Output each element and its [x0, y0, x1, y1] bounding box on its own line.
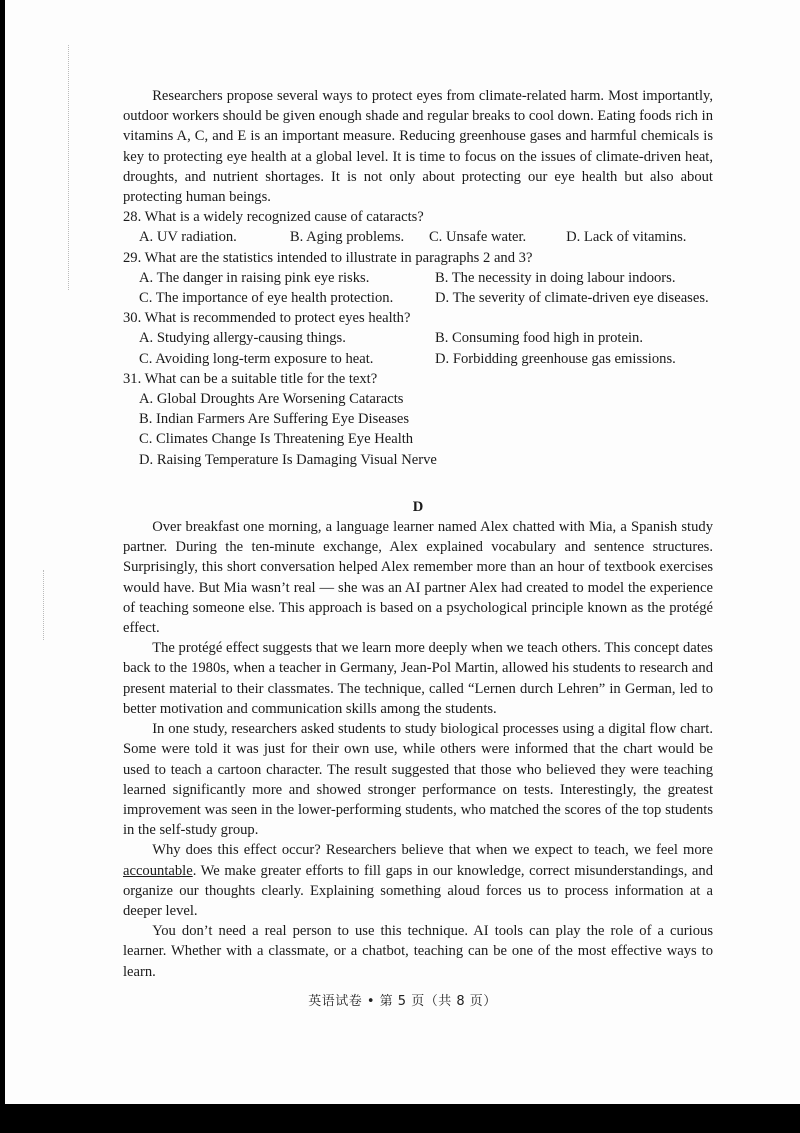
- section-d-heading: D: [412, 498, 424, 515]
- options: [123, 227, 713, 247]
- paragraph-text-before: Why does this effect occur? Researchers believe that when we expect to teach, we feel more: [152, 842, 713, 859]
- options-row-2: [123, 349, 713, 369]
- question-stem: 28. What is a widely recognized cause of cataracts?: [123, 209, 424, 226]
- option-b[interactable]: B. Aging problems.: [289, 229, 405, 246]
- binding-margin-line-top: [68, 45, 69, 290]
- question-28: [123, 207, 713, 247]
- option-a[interactable]: A. Global Droughts Are Worsening Cataracts: [139, 391, 404, 408]
- options-row-1: [123, 328, 713, 348]
- exam-page: [5, 0, 800, 1104]
- option-a[interactable]: A. UV radiation.: [139, 229, 237, 246]
- options-row-2: [123, 288, 713, 308]
- underlined-word: accountable: [123, 862, 193, 879]
- option-d[interactable]: D. Forbidding greenhouse gas emissions.: [435, 350, 676, 367]
- question-stem: 29. What are the statistics intended to illustrate in paragraphs 2 and 3?: [123, 249, 533, 266]
- passage-d-paragraph-5: You don’t need a real person to use this technique. AI tools can play the role of a curious learner. Whether with a classmate, or a chatbot, teaching can be one of the most effective ways to learn.: [123, 923, 713, 980]
- option-b[interactable]: B. Indian Farmers Are Suffering Eye Diseases: [139, 411, 410, 428]
- option-c[interactable]: C. The importance of eye health protection.: [139, 290, 394, 307]
- passage-d-paragraph-1: Over breakfast one morning, a language learner named Alex chatted with Mia, a Spanish study partner. During the ten-minute exchange, Alex explained vocabulary and sentence structures. Surprisingly, this short conversation helped Alex remember more than an hour of textbook exercises would have. But Mia wasn’t real — she was an AI partner Alex had created to model the experience of teaching someone else. This approach is based on a psychological principle known as the protégé effect.: [123, 519, 713, 637]
- passage-d-paragraph-2: The protégé effect suggests that we learn more deeply when we teach others. This concept dates back to the 1980s, when a teacher in Germany, Jean-Pol Martin, allowed his students to research and present material to their classmates. The technique, called “Lernen durch Lehren” in German, led to better motivation and communication skills among the students.: [123, 640, 713, 717]
- question-31: [123, 369, 713, 470]
- question-30: [123, 308, 713, 369]
- option-a[interactable]: A. Studying allergy-causing things.: [139, 330, 346, 347]
- page-content: [123, 86, 713, 982]
- passage-c-final-paragraph: Researchers propose several ways to protect eyes from climate-related harm. Most importantly, outdoor workers should be given enough shade and regular breaks to cool down. Eating foods rich in vitamins A, C, and E is an important measure. Reducing greenhouse gases and harmful chemicals is key to protecting eye health at a global level. It is time to focus on the issues of climate-driven heat, droughts, and nutrient shortages. It is not only about protecting our eye health but also about protecting human beings.: [123, 88, 713, 206]
- option-d[interactable]: D. Lack of vitamins.: [566, 229, 687, 246]
- option-d[interactable]: D. Raising Temperature Is Damaging Visual Nerve: [139, 451, 437, 468]
- option-d[interactable]: D. The severity of climate-driven eye diseases.: [435, 290, 709, 307]
- paragraph-text-after: . We make greater efforts to fill gaps in our knowledge, correct misunderstandings, and organize our thoughts clearly. Explaining something aloud forces us to process information at a deeper level.: [123, 862, 713, 919]
- question-29: [123, 248, 713, 309]
- question-stem: 30. What is recommended to protect eyes health?: [123, 310, 411, 327]
- option-c[interactable]: C. Unsafe water.: [428, 229, 527, 246]
- option-c[interactable]: C. Avoiding long-term exposure to heat.: [139, 350, 374, 367]
- page-footer: 英语试卷 • 第 5 页（共 8 页）: [308, 994, 497, 1009]
- option-a[interactable]: A. The danger in raising pink eye risks.: [139, 269, 370, 286]
- passage-d-paragraph-3: In one study, researchers asked students to study biological processes using a digital flow chart. Some were told it was just for their own use, while others were informed that the chart would be used to teach a cartoon character. The result suggested that those who believed they were teaching learned significantly more and showed stronger performance on tests. Interestingly, the greatest improvement was seen in the lower-performing students, who matched the scores of the top students in the self-study group.: [123, 721, 713, 839]
- option-b[interactable]: B. The necessity in doing labour indoors.: [435, 269, 676, 286]
- option-b[interactable]: B. Consuming food high in protein.: [435, 330, 643, 347]
- options-row-1: [123, 268, 713, 288]
- options: [123, 389, 713, 470]
- binding-margin-line-bottom: [43, 570, 44, 640]
- passage-d-paragraph-4: [123, 840, 713, 921]
- question-stem: 31. What can be a suitable title for the text?: [123, 370, 378, 387]
- option-c[interactable]: C. Climates Change Is Threatening Eye Health: [139, 431, 414, 448]
